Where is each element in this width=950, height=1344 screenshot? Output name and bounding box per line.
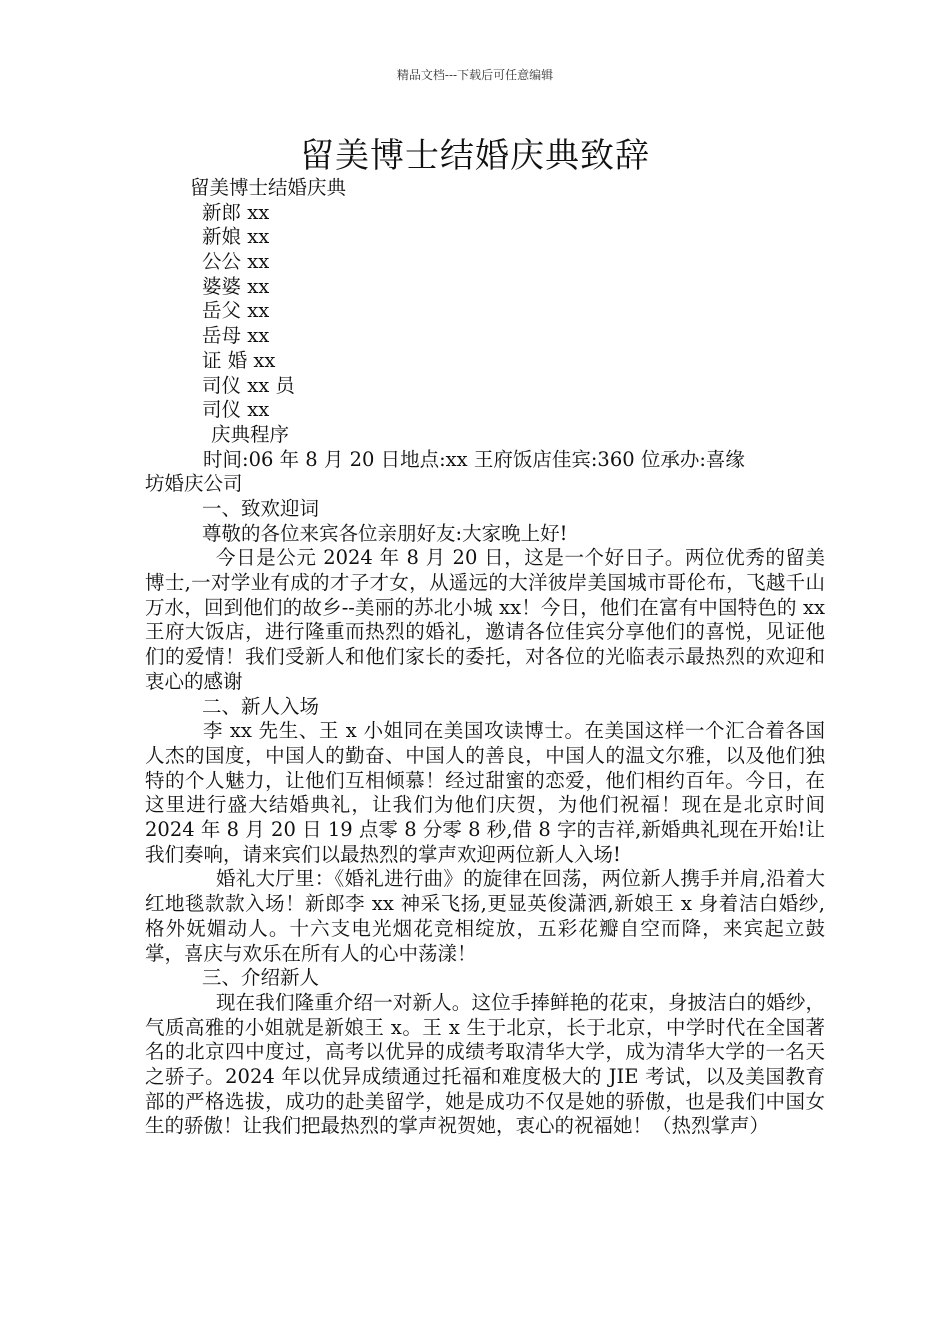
section-heading-introduce: 三、介绍新人 [202,966,320,990]
role-host: 司仪 xx [202,398,270,422]
role-witness: 证 婚 xx [202,348,276,372]
role-groom: 新郎 xx [202,200,270,224]
program-heading: 庆典程序 [211,422,290,446]
section-heading-welcome: 一、致欢迎词 [202,496,320,520]
organizer-line: 坊婚庆公司 [145,472,243,496]
document-title: 留美博士结婚庆典致辞 [300,136,650,176]
welcome-greeting: 尊敬的各位来宾各位亲朋好友:大家晚上好! [202,521,568,545]
role-bride-mother: 岳母 xx [202,324,270,348]
role-bride-father: 岳父 xx [202,299,270,323]
ceremony-subtitle: 留美博士结婚庆典 [190,176,347,199]
role-mother-in-law: 婆婆 xx [202,274,270,298]
welcome-paragraph: 今日是公元 2024 年 8 月 20 日，这是一个好日子。两位优秀的留美博士,一对学业有成的才子才女，从遥远的大洋彼岸美国城市哥伦布，飞越千山万水，回到他们的故乡--美丽的苏北小城 xx！今日，他们在富有中国特色的 xx 王府大饭店，进行隆重而热烈的婚礼，邀请各位佳宾分享他们的喜悦，见证他们的爱情！我们受新人和他们家长的委托，对各位的光临表示最热烈的欢迎和衷心的感谢 [145,546,825,693]
hall-paragraph: 婚礼大厅里：《婚礼进行曲》的旋律在回荡，两位新人携手并肩,沿着大红地毯款款入场！新郎李 xx 神采飞扬,更显英俊潇洒,新娘王 x 身着洁白婚纱,格外妩媚动人。十六支电光烟花竞相绽放，五彩花瓣自空而降，来宾起立鼓掌，喜庆与欢乐在所有人的心中荡漾！ [145,867,825,965]
introduce-paragraph: 现在我们隆重介绍一对新人。这位手捧鲜艳的花束，身披洁白的婚纱，气质高雅的小姐就是新娘王 x。王 x 生于北京，长于北京，中学时代在全国著名的北京四中度过，高考以优异的成绩考取清华大学，成为清华大学的一名天之骄子。2024 年以优异成绩通过托福和难度极大的 JIE 考试，以及美国教育部的严格选拔，成功的赴美留学，她是成功不仅是她的骄傲，也是我们中国女生的骄傲！让我们把最热烈的掌声祝贺她，衷心的祝福她！（热烈掌声） [145,990,825,1138]
section-heading-entrance: 二、新人入场 [202,694,320,718]
page-header: 精品文档---下载后可任意编辑 [396,68,554,82]
time-place-line: 时间:06 年 8 月 20 日地点:xx 王府饭店佳宾:360 位承办:喜缘 [203,447,745,471]
role-father-in-law: 公公 xx [202,250,270,274]
role-bride: 新娘 xx [202,225,270,249]
document-body [145,176,825,1139]
entrance-paragraph: 李 xx 先生、王 x 小姐同在美国攻读博士。在美国这样一个汇合着各国人杰的国度，中国人的勤奋、中国人的善良，中国人的温文尔雅，以及他们独特的个人魅力，让他们互相倾慕！经过甜蜜的恋爱，他们相约百年。今日，在这里进行盛大结婚典礼，让我们为他们庆贺，为他们祝福！现在是北京时间 2024 年 8 月 20 日 19 点零 8 分零 8 秒,借 8 字的吉祥,新婚典礼现在开始!让我们奏响，请来宾们以最热烈的掌声欢迎两位新人入场! [145,719,825,866]
role-host-staff: 司仪 xx 员 [202,373,295,397]
